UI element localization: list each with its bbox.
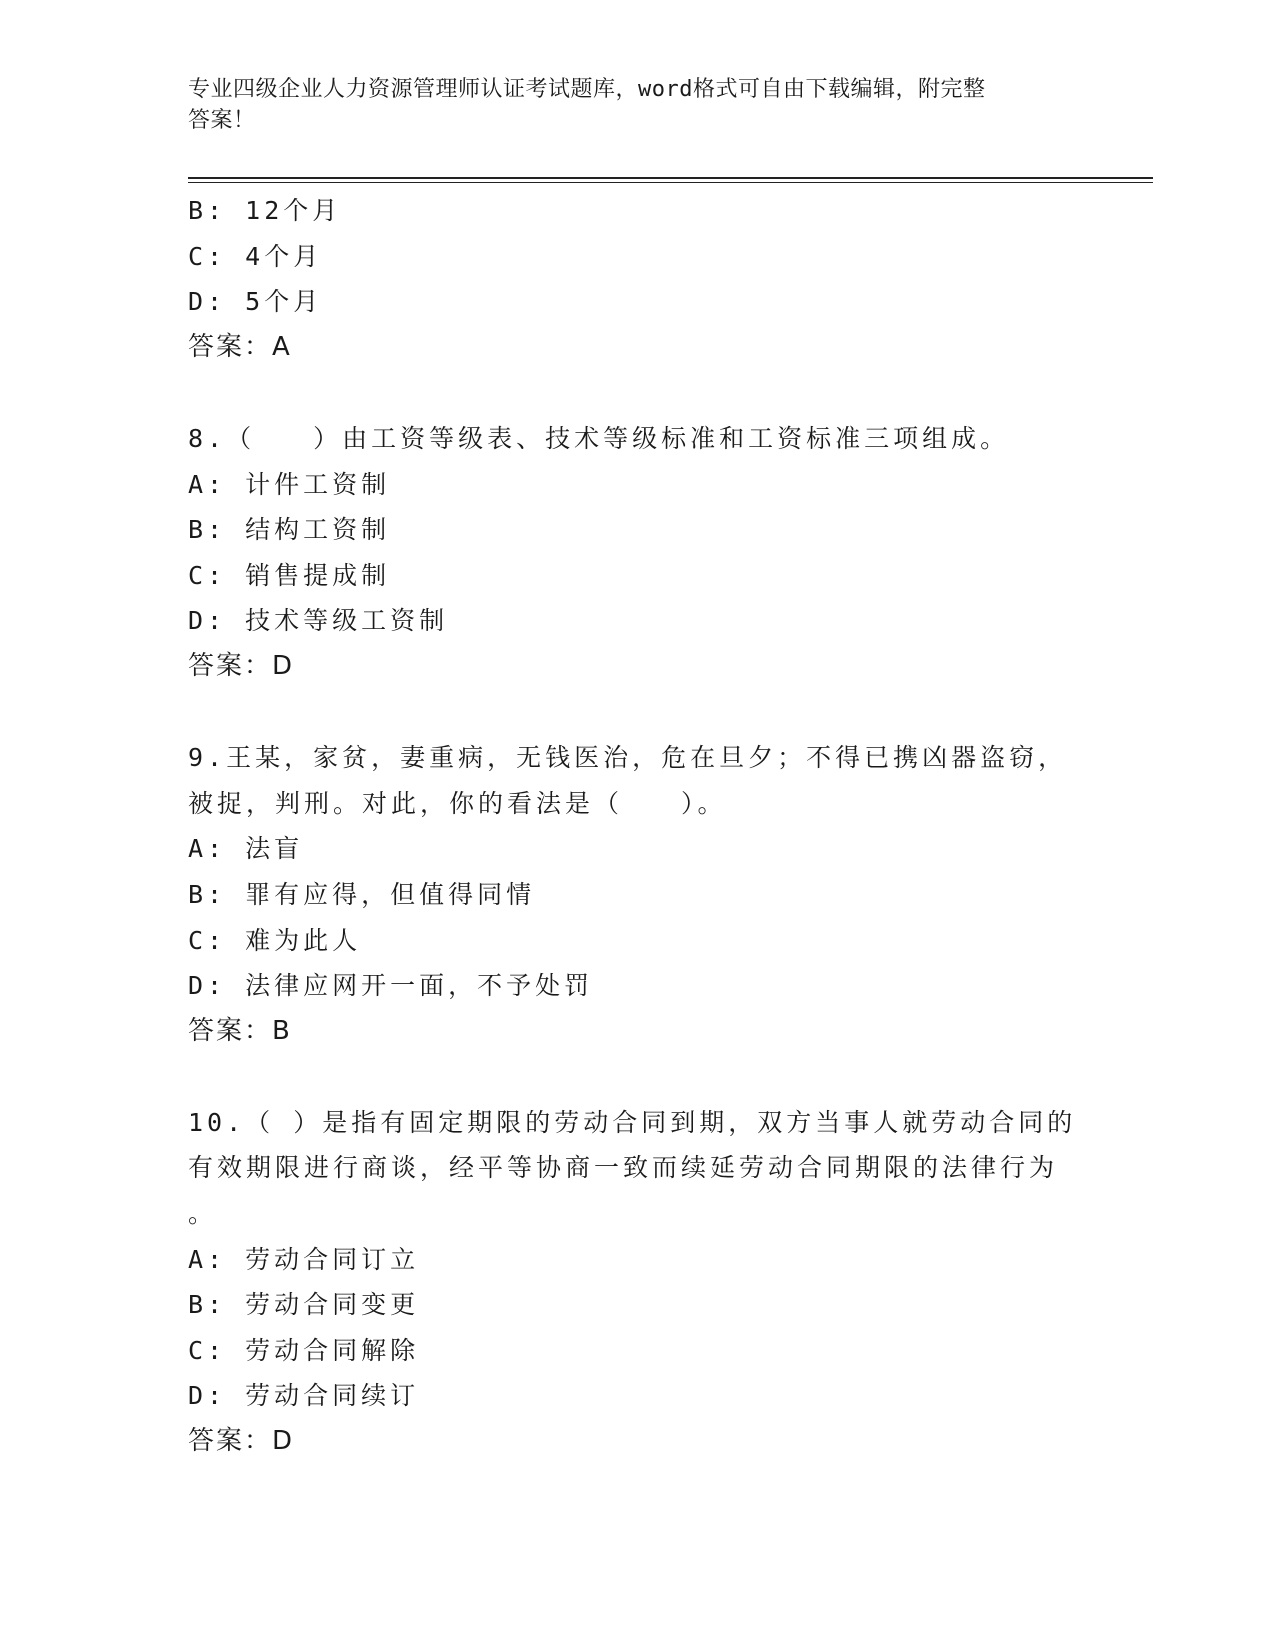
option-d: D: 劳动合同续订 (188, 1381, 420, 1411)
header-divider-thick (188, 177, 1153, 179)
header-line-2: 答案！ (188, 108, 256, 133)
question-8 (188, 416, 1088, 690)
option-c: C: 销售提成制 (188, 560, 391, 590)
question-9 (188, 735, 1088, 1054)
spacer (188, 370, 1088, 416)
option-a: A: 法盲 (188, 834, 304, 864)
page-header (188, 74, 1068, 136)
question-7-tail (188, 188, 1088, 370)
option-a: A: 计件工资制 (188, 469, 391, 499)
question-list (188, 188, 1088, 1465)
answer-line: 答案：B (188, 1015, 292, 1046)
answer-line: 答案：A (188, 331, 292, 362)
option-b: B: 12个月 (188, 196, 342, 225)
header-line-1: 专业四级企业人力资源管理师认证考试题库，word格式可自由下载编辑，附完整 (188, 77, 986, 102)
option-d: D: 技术等级工资制 (188, 606, 449, 636)
spacer (188, 690, 1088, 736)
option-a: A: 劳动合同订立 (188, 1244, 420, 1274)
question-stem: 被捉，判刑。对此，你的看法是（ ）。 (188, 788, 727, 818)
header-divider-thin (188, 182, 1153, 183)
option-b: B: 罪有应得，但值得同情 (188, 879, 536, 909)
option-d: D: 5个月 (188, 287, 323, 317)
option-b: B: 结构工资制 (188, 515, 391, 545)
option-d: D: 法律应网开一面，不予处罚 (188, 971, 594, 1001)
answer-line: 答案：D (188, 1426, 295, 1457)
option-c: C: 难为此人 (188, 925, 362, 955)
question-stem: 8.（ ）由工资等级表、技术等级标准和工资标准三项组成。 (188, 423, 1010, 453)
question-stem: 9.王某，家贫，妻重病，无钱医治，危在旦夕；不得已携凶器盗窃， (188, 743, 1068, 773)
option-b: B: 劳动合同变更 (188, 1290, 420, 1320)
question-10 (188, 1100, 1088, 1465)
answer-line: 答案：D (188, 650, 295, 681)
question-stem: 有效期限进行商谈，经平等协商一致而续延劳动合同期限的法律行为 (188, 1153, 1059, 1183)
question-stem: 。 (188, 1199, 218, 1229)
option-c: C: 4个月 (188, 241, 323, 271)
spacer (188, 1054, 1088, 1100)
option-c: C: 劳动合同解除 (188, 1335, 420, 1365)
question-stem: 10.（ ）是指有固定期限的劳动合同到期，双方当事人就劳动合同的 (188, 1107, 1077, 1137)
